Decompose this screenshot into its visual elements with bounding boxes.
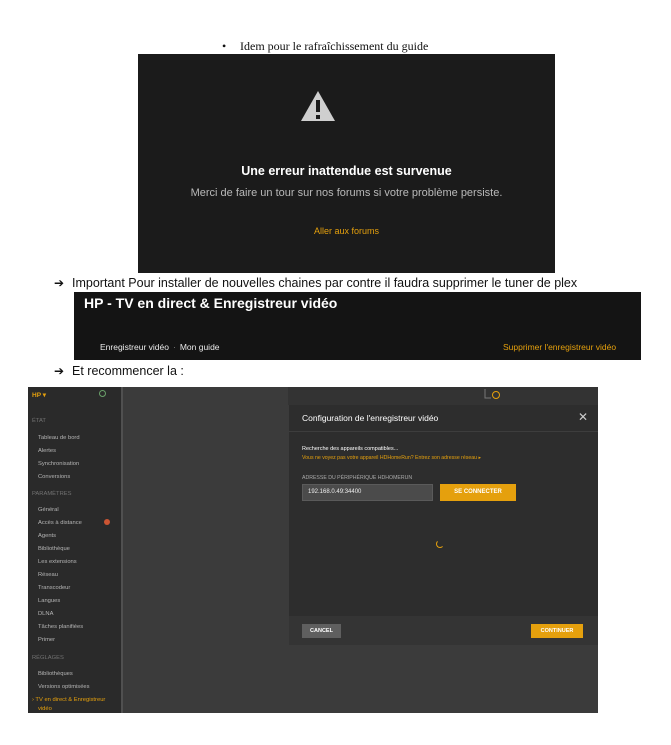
hp-header-title: HP - TV en direct & Enregistreur vidéo [84,295,338,311]
sidebar-item-dlna[interactable]: DLNA [38,611,54,617]
connect-button[interactable]: SE CONNECTER [440,484,516,501]
bullet-mark: • [222,39,227,53]
sidebar-item-agents[interactable]: Agents [38,533,57,539]
recorder-icon [483,388,503,400]
sidebar-item-languages[interactable]: Langues [38,598,61,604]
cancel-button[interactable]: CANCEL [302,624,341,638]
sidebar-item-remote[interactable]: Accès à distance [38,520,82,526]
sidebar-item-tasks[interactable]: Tâches planifiées [38,624,84,630]
sidebar-divider [121,387,123,713]
sidebar-item-dashboard[interactable]: Tableau de bord [38,435,80,441]
sidebar-item-sync[interactable]: Synchronisation [38,461,80,467]
arrow-icon: ➔ [54,276,65,290]
error-title: Une erreur inattendue est survenue [241,164,452,178]
sidebar-item-live-tv[interactable]: › TV en direct & Enregistreur [32,697,106,703]
sidebar-item-live-tv-line2: vidéo [38,706,52,712]
recorder-config-modal [289,405,598,645]
alert-icon [104,519,110,525]
warning-icon [300,90,336,122]
server-status-icon [99,390,106,397]
sidebar-item-primer[interactable]: Primer [38,637,56,643]
forums-link[interactable]: Aller aux forums [313,226,380,236]
continue-button[interactable]: CONTINUER [531,624,583,638]
delete-recorder-link[interactable]: Supprimer l'enregistreur vidéo [503,342,617,352]
nav-separator: · [172,342,176,352]
sidebar-header-params: PARAMÈTRES [32,491,72,497]
nav-guide[interactable]: Mon guide [179,342,220,352]
sidebar-item-network[interactable]: Réseau [38,572,58,578]
address-label: ADRESSE DU PÉRIPHÉRIQUE HDHOMERUN [302,475,413,481]
background-area [289,645,598,713]
sidebar-item-libraries[interactable]: Bibliothèques [38,671,73,677]
hp-nav [100,342,220,352]
sidebar-header-state: ÉTAT [32,418,46,424]
sidebar-item-conversions[interactable]: Conversions [38,474,71,480]
arrow-text-1: Important Pour installer de nouvelles chaines par contre il faudra supprimer le tuner de plex [72,276,578,290]
sidebar-item-extensions[interactable]: Les extensions [38,559,77,565]
manual-address-link[interactable]: Vous ne voyez pas votre appareil HDHomeRun? Entrez son adresse réseau ▸ [302,455,482,461]
sidebar-item-optimized[interactable]: Versions optimisées [38,684,90,690]
address-input[interactable]: 192.168.0.49:34400 [302,484,433,501]
bullet-line [222,39,428,54]
error-message: Merci de faire un tour sur nos forums si votre problème persiste. [190,187,503,199]
sidebar-header-settings: RÉGLAGES [32,655,64,661]
arrow-text-2: Et recommencer la : [72,364,184,378]
arrow-icon: ➔ [54,364,65,378]
loading-spinner-icon [436,540,444,548]
searching-text: Recherche des appareils compatibles... [302,446,399,452]
nav-recorder[interactable]: Enregistreur vidéo [100,342,169,352]
top-strip [288,387,598,405]
sidebar-item-transcoder[interactable]: Transcodeur [38,585,71,591]
arrow-line-1 [54,276,577,290]
modal-header-divider [289,431,598,432]
sidebar-item-library[interactable]: Bibliothèque [38,546,70,552]
close-icon[interactable]: ✕ [578,410,589,424]
arrow-line-2 [54,364,184,378]
sidebar-item-alerts[interactable]: Alertes [38,448,57,454]
bullet-text: Idem pour le rafraîchissement du guide [240,39,429,53]
server-selector[interactable]: HP ▾ [32,392,46,399]
sidebar-item-general[interactable]: Général [38,507,59,513]
modal-title: Configuration de l'enregistreur vidéo [302,413,439,423]
